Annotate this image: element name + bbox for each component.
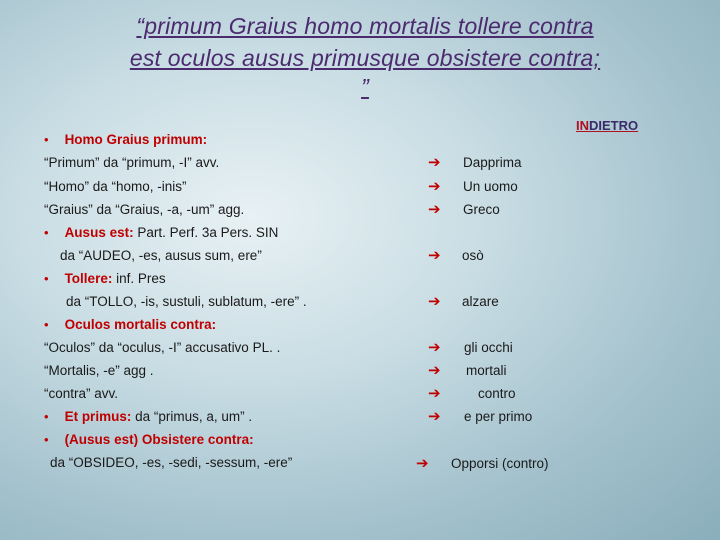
title-line-3: ” <box>361 74 369 100</box>
bullet-tollere <box>44 271 166 286</box>
translation-oso: osò <box>462 248 484 263</box>
heading-et-primus: Et primus: <box>64 409 132 424</box>
translation-e-per-primo: e per primo <box>464 409 533 424</box>
heading-oculos-mortalis-contra: Oculos mortalis contra: <box>64 317 217 332</box>
arrow-right-icon: ➔ <box>428 339 441 356</box>
translation-dapprima: Dapprima <box>463 155 522 170</box>
line-oculos: “Oculos” da “oculus, -I” accusativo PL. . <box>44 340 281 355</box>
heading-obsistere-contra: (Ausus est) Obsistere contra: <box>64 432 254 447</box>
line-audeo: da “AUDEO, -es, ausus sum, ere” <box>60 248 262 263</box>
translation-gli-occhi: gli occhi <box>464 340 513 355</box>
bullet-oculos-mortalis-contra <box>44 317 216 332</box>
bullet-homo-graius-primum <box>44 132 207 147</box>
ausus-est-description: Part. Perf. 3a Pers. SIN <box>133 225 279 240</box>
line-obsideo: da “OBSIDEO, -es, -sedi, -sessum, -ere” <box>50 455 293 470</box>
title-line-2: est oculos ausus primusque obsistere contra; <box>129 45 601 71</box>
bullet-icon: • <box>44 432 49 447</box>
translation-un-uomo: Un uomo <box>463 179 518 194</box>
bullet-et-primus <box>44 409 252 424</box>
tollere-description: inf. Pres <box>112 271 166 286</box>
translation-greco: Greco <box>463 202 500 217</box>
arrow-right-icon: ➔ <box>428 293 441 310</box>
title-line-1: “primum Graius homo mortalis tollere contra <box>136 13 594 39</box>
line-contra: “contra” avv. <box>44 386 119 401</box>
translation-opporsi-contro: Opporsi (contro) <box>451 456 549 471</box>
line-tollo: da “TOLLO, -is, sustuli, sublatum, -ere” . <box>66 294 307 309</box>
arrow-right-icon: ➔ <box>428 178 441 195</box>
line-mortalis: “Mortalis, -e” agg . <box>44 363 154 378</box>
line-graius: “Graius” da “Graius, -a, -um” agg. <box>44 202 245 217</box>
arrow-right-icon: ➔ <box>428 247 441 264</box>
title <box>60 10 670 100</box>
back-link-in: IN <box>576 118 589 133</box>
translation-alzare: alzare <box>462 294 499 309</box>
bullet-icon: • <box>44 225 49 240</box>
arrow-right-icon: ➔ <box>428 408 441 425</box>
et-primus-description: da “primus, a, um” . <box>131 409 253 424</box>
line-primum: “Primum” da “primum, -I” avv. <box>44 155 220 170</box>
arrow-right-icon: ➔ <box>428 385 441 402</box>
arrow-right-icon: ➔ <box>416 455 429 472</box>
arrow-right-icon: ➔ <box>428 201 441 218</box>
bullet-icon: • <box>44 409 49 424</box>
back-link-dietro: DIETRO <box>589 118 639 133</box>
bullet-icon: • <box>44 317 49 332</box>
heading-tollere: Tollere: <box>64 271 113 286</box>
translation-mortali: mortali <box>466 363 507 378</box>
bullet-icon: • <box>44 132 49 147</box>
bullet-obsistere-contra <box>44 432 254 447</box>
heading-homo-graius-primum: Homo Graius primum: <box>64 132 208 147</box>
arrow-right-icon: ➔ <box>428 154 441 171</box>
translation-contro: contro <box>478 386 516 401</box>
bullet-ausus-est <box>44 225 278 240</box>
line-homo: “Homo” da “homo, -inis” <box>44 179 187 194</box>
heading-ausus-est: Ausus est: <box>64 225 134 240</box>
arrow-right-icon: ➔ <box>428 362 441 379</box>
bullet-icon: • <box>44 271 49 286</box>
back-link[interactable] <box>576 118 638 133</box>
